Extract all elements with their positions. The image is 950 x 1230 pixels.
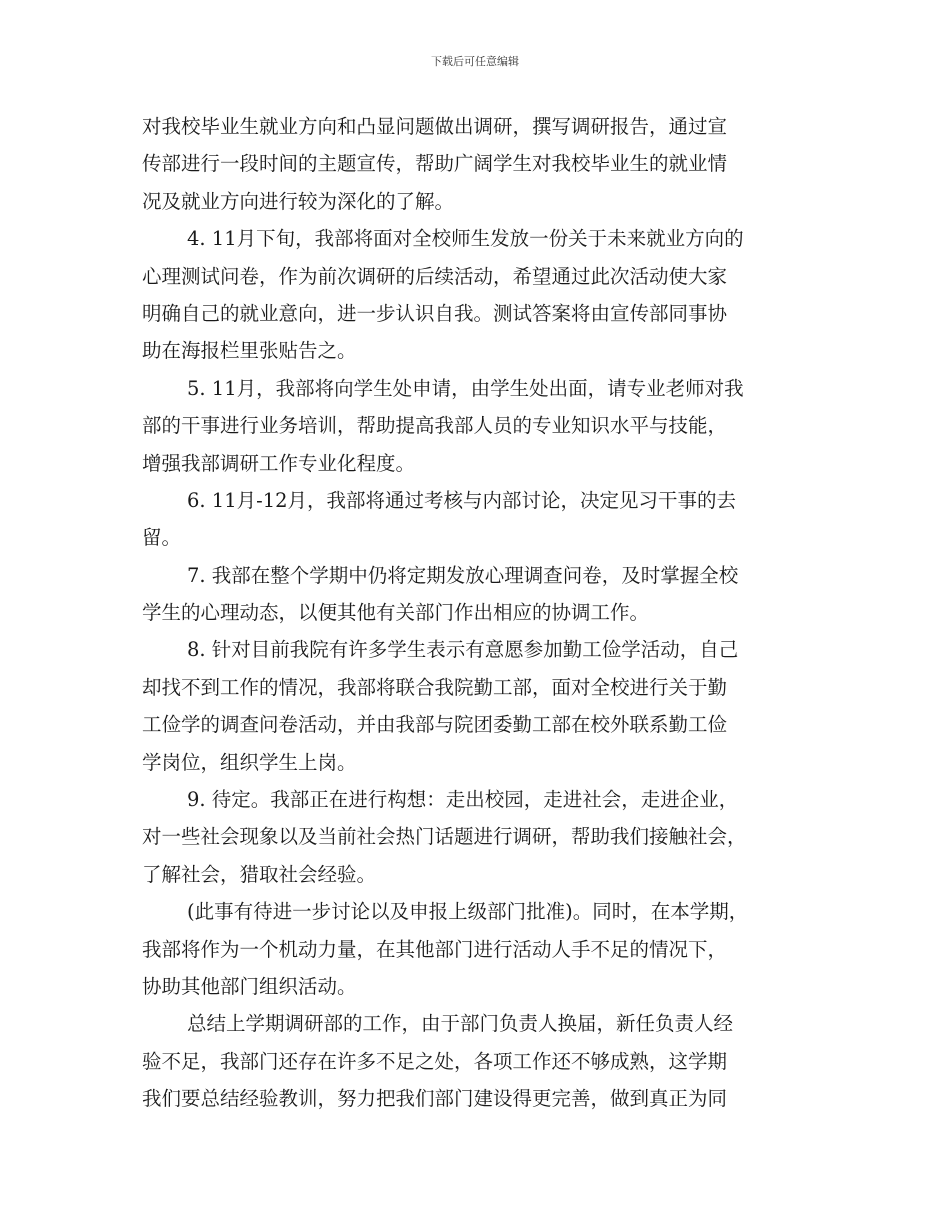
text-line: 对我校毕业生就业方向和凸显问题做出调研，撰写调研报告，通过宣 [142, 115, 728, 138]
text-line: 我们要总结经验教训，努力把我们部门建设得更完善，做到真正为同 [142, 1087, 728, 1111]
document-body [142, 108, 822, 1118]
text-line: 增强我部调研工作专业化程度。 [142, 451, 416, 475]
text-line: 况及就业方向进行较为深化的了解。 [142, 189, 455, 213]
text-line: 学生的心理动态，以便其他有关部门作出相应的协调工作。 [142, 601, 650, 625]
text-line: 部的干事进行业务培训，帮助提高我部人员的专业知识水平与技能， [142, 414, 728, 438]
text-line: 8. 针对目前我院有许多学生表示有意愿参加勤工俭学活动，自己 [187, 638, 739, 662]
text-line: (此事有待进一步讨论以及申报上级部门批准)。同时，在本学期， [187, 900, 749, 924]
text-line: 工俭学的调查问卷活动，并由我部与院团委勤工部在校外联系勤工俭 [142, 713, 728, 737]
text-line: 传部进行一段时间的主题宣传，帮助广阔学生对我校毕业生的就业情 [142, 152, 728, 176]
text-line: 验不足，我部门还存在许多不足之处，各项工作还不够成熟，这学期 [142, 1049, 728, 1073]
text-line: 5. 11月，我部将向学生处申请，由学生处出面，请专业老师对我 [187, 376, 744, 400]
text-line: 心理测试问卷，作为前次调研的后续活动，希望通过此次活动使大家 [142, 264, 728, 288]
text-line: 9. 待定。我部正在进行构想：走出校园，走进社会，走进企业， [187, 788, 739, 812]
page-header: 下载后可任意编辑 [431, 55, 519, 68]
text-line: 6. 11月-12月，我部将通过考核与内部讨论，决定见习干事的去 [187, 488, 737, 512]
text-line: 了解社会，猎取社会经验。 [142, 862, 377, 886]
text-line: 协助其他部门组织活动。 [142, 974, 357, 998]
text-line: 留。 [142, 526, 182, 550]
text-line: 明确自己的就业意向，进一步认识自我。测试答案将由宣传部同事协 [142, 301, 728, 325]
text-line: 助在海报栏里张贴告之。 [142, 339, 357, 363]
text-line: 对一些社会现象以及当前社会热门话题进行调研，帮助我们接触社会， [142, 825, 747, 849]
text-line: 学岗位，组织学生上岗。 [142, 750, 357, 774]
text-line: 7. 我部在整个学期中仍将定期发放心理调查问卷，及时掌握全校 [187, 563, 739, 587]
text-line: 我部将作为一个机动力量，在其他部门进行活动人手不足的情况下， [142, 937, 728, 961]
text-line: 4. 11月下旬，我部将面对全校师生发放一份关于未来就业方向的 [187, 227, 744, 251]
text-line: 总结上学期调研部的工作，由于部门负责人换届，新任负责人经 [187, 1012, 734, 1036]
text-line: 却找不到工作的情况，我部将联合我院勤工部，面对全校进行关于勤 [142, 675, 728, 699]
